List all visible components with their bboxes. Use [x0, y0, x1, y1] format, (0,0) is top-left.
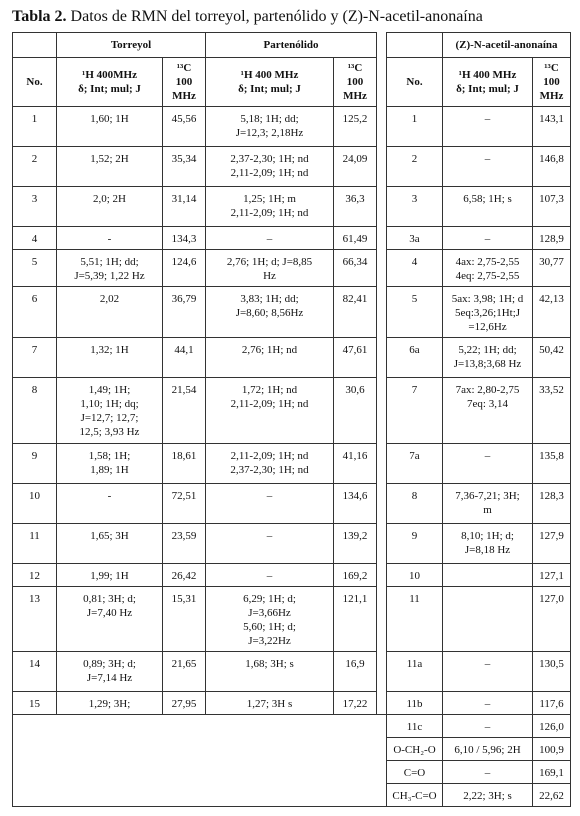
anonaina-no: 11c — [387, 715, 443, 738]
anonaina-1h — [443, 715, 533, 738]
torreyol-1h-line: 1,52; 2H — [90, 153, 129, 165]
header-gap — [377, 33, 387, 58]
partenolido-13c: 139,2 — [334, 524, 377, 564]
partenolido-1h-line: 3,83; 1H; dd; — [240, 293, 299, 305]
anonaina-13c: 117,6 — [533, 692, 571, 715]
header-line: δ; Int; mul; J — [238, 83, 301, 95]
column-gap — [377, 338, 387, 378]
torreyol-1h-line: J=7,14 Hz — [86, 672, 133, 684]
anonaina-1h-line: 6,10 / 5,96; 2H — [454, 744, 521, 756]
header-c-anonaina — [533, 58, 571, 107]
table-row — [13, 378, 571, 444]
torreyol-no: 13 — [13, 587, 57, 652]
torreyol-1h-line: J=12,7; 12,7; — [80, 412, 139, 424]
torreyol-1h-line: 1,29; 3H; — [88, 698, 131, 710]
partenolido-1h — [206, 250, 334, 287]
header-h-anonaina — [443, 58, 533, 107]
anonaina-13c: 42,13 — [533, 287, 571, 338]
partenolido-13c: 30,6 — [334, 378, 377, 444]
partenolido-1h-line: – — [266, 233, 273, 245]
anonaina-1h-line: 5,22; 1H; dd; — [458, 344, 517, 356]
table-row — [13, 250, 571, 287]
anonaina-1h-line: – — [484, 153, 491, 165]
anonaina-no: 3 — [387, 187, 443, 227]
table-row — [13, 187, 571, 227]
anonaina-13c: 128,3 — [533, 484, 571, 524]
torreyol-13c: 35,34 — [163, 147, 206, 187]
caption-label: Tabla 2. — [12, 8, 67, 25]
anonaina-1h — [443, 287, 533, 338]
table-row — [13, 227, 571, 250]
header-line: δ; Int; mul; J — [456, 83, 519, 95]
column-gap — [377, 287, 387, 338]
anonaina-1h — [443, 784, 533, 807]
torreyol-13c: 124,6 — [163, 250, 206, 287]
partenolido-1h — [206, 147, 334, 187]
header-line: 100 — [346, 76, 364, 88]
partenolido-1h-line: 1,68; 3H; s — [245, 658, 294, 670]
torreyol-1h-line: 1,60; 1H — [90, 113, 129, 125]
partenolido-1h — [206, 692, 334, 715]
partenolido-13c: 121,1 — [334, 587, 377, 652]
empty-left-block — [13, 715, 387, 807]
anonaina-no: 2 — [387, 147, 443, 187]
anonaina-1h — [443, 484, 533, 524]
torreyol-no: 5 — [13, 250, 57, 287]
torreyol-no: 15 — [13, 692, 57, 715]
header-blank-left — [13, 33, 57, 58]
partenolido-1h-line: 2,37-2,30; 1H; nd — [230, 153, 309, 165]
torreyol-1h — [57, 287, 163, 338]
torreyol-1h — [57, 524, 163, 564]
torreyol-13c: 45,56 — [163, 107, 206, 147]
header-line: MHz — [539, 90, 564, 102]
header-blank-right — [387, 33, 443, 58]
torreyol-13c: 21,54 — [163, 378, 206, 444]
anonaina-13c: 127,0 — [533, 587, 571, 652]
anonaina-1h-line: – — [484, 698, 491, 710]
header-torreyol: Torreyol — [57, 33, 206, 58]
column-gap — [377, 147, 387, 187]
torreyol-1h — [57, 338, 163, 378]
caption-text: Datos de RMN del torreyol, partenólido y (Z)-N-acetil-anonaína — [66, 8, 483, 25]
header-line: 100 — [175, 76, 193, 88]
partenolido-1h-line: J=3,66Hz — [248, 607, 291, 619]
partenolido-1h-line: 2,37-2,30; 1H; nd — [230, 464, 309, 476]
anonaina-1h-line: – — [484, 767, 491, 779]
anonaina-13c: 50,42 — [533, 338, 571, 378]
partenolido-1h — [206, 378, 334, 444]
torreyol-no: 14 — [13, 652, 57, 692]
table-row — [13, 587, 571, 652]
table-row — [13, 484, 571, 524]
partenolido-13c: 82,41 — [334, 287, 377, 338]
column-gap — [377, 564, 387, 587]
torreyol-1h-line: 0,89; 3H; d; — [83, 658, 136, 670]
anonaina-1h — [443, 444, 533, 484]
partenolido-13c: 16,9 — [334, 652, 377, 692]
partenolido-1h — [206, 524, 334, 564]
header-line: δ; Int; mul; J — [78, 83, 141, 95]
column-gap — [377, 524, 387, 564]
partenolido-1h — [206, 287, 334, 338]
torreyol-1h — [57, 378, 163, 444]
table-caption — [12, 8, 483, 26]
anonaina-no: C=O — [387, 761, 443, 784]
torreyol-no: 1 — [13, 107, 57, 147]
anonaina-1h-line: 2,22; 3H; s — [463, 790, 512, 802]
partenolido-1h — [206, 227, 334, 250]
torreyol-no: 3 — [13, 187, 57, 227]
header-line: MHz — [172, 90, 196, 102]
table-row — [13, 652, 571, 692]
partenolido-13c: 24,09 — [334, 147, 377, 187]
anonaina-1h-line: 8,10; 1H; d; — [461, 530, 514, 542]
partenolido-1h-line: 5,60; 1H; d; — [243, 621, 296, 633]
anonaina-1h-line: 6,58; 1H; s — [463, 193, 512, 205]
anonaina-1h — [443, 187, 533, 227]
anonaina-1h — [443, 338, 533, 378]
anonaina-1h-line: 7,36-7,21; 3H; — [455, 490, 520, 502]
torreyol-1h-line: 2,02 — [99, 293, 120, 305]
header-line: ¹H 400 MHz — [240, 69, 299, 81]
anonaina-1h-line: 4eq: 2,75-2,55 — [455, 270, 520, 282]
header-line: ¹³C — [544, 62, 559, 74]
header-line: ¹³C — [176, 62, 192, 74]
column-gap — [377, 692, 387, 715]
table-row — [13, 564, 571, 587]
header-line: MHz — [343, 90, 367, 102]
partenolido-1h — [206, 444, 334, 484]
torreyol-1h — [57, 250, 163, 287]
header-c-torreyol — [163, 58, 206, 107]
anonaina-13c: 33,52 — [533, 378, 571, 444]
partenolido-1h-line: Hz — [263, 270, 276, 282]
partenolido-1h-line: 2,76; 1H; d; J=8,85 — [226, 256, 313, 268]
header-line: 100 — [543, 76, 560, 88]
partenolido-13c: 61,49 — [334, 227, 377, 250]
anonaina-no: 11b — [387, 692, 443, 715]
anonaina-1h — [443, 652, 533, 692]
anonaina-1h-line: – — [484, 450, 491, 462]
torreyol-1h — [57, 187, 163, 227]
anonaina-no: 11 — [387, 587, 443, 652]
partenolido-1h-line: – — [266, 570, 273, 582]
table-row — [13, 444, 571, 484]
partenolido-1h-line: – — [266, 530, 273, 542]
torreyol-no: 12 — [13, 564, 57, 587]
partenolido-13c: 17,22 — [334, 692, 377, 715]
partenolido-13c: 47,61 — [334, 338, 377, 378]
torreyol-no: 2 — [13, 147, 57, 187]
anonaina-13c: 128,9 — [533, 227, 571, 250]
column-gap — [377, 227, 387, 250]
partenolido-1h — [206, 652, 334, 692]
header-no-right: No. — [387, 58, 443, 107]
table-row — [13, 524, 571, 564]
anonaina-1h-line: 7ax: 2,80-2,75 — [455, 384, 520, 396]
anonaina-no: 8 — [387, 484, 443, 524]
partenolido-13c: 41,16 — [334, 444, 377, 484]
anonaina-1h — [443, 738, 533, 761]
torreyol-1h-line: 1,10; 1H; dq; — [80, 398, 139, 410]
anonaina-1h — [443, 107, 533, 147]
partenolido-1h-line: 6,29; 1H; d; — [243, 593, 296, 605]
torreyol-no: 11 — [13, 524, 57, 564]
anonaina-1h — [443, 587, 533, 652]
torreyol-13c: 134,3 — [163, 227, 206, 250]
torreyol-13c: 18,61 — [163, 444, 206, 484]
torreyol-13c: 31,14 — [163, 187, 206, 227]
partenolido-1h-line: 1,27; 3H s — [246, 698, 293, 710]
torreyol-1h — [57, 692, 163, 715]
column-gap — [377, 378, 387, 444]
partenolido-13c: 36,3 — [334, 187, 377, 227]
header-anonaina: (Z)-N-acetil-anonaína — [443, 33, 571, 58]
partenolido-13c: 125,2 — [334, 107, 377, 147]
anonaina-13c: 169,1 — [533, 761, 571, 784]
column-gap — [377, 187, 387, 227]
torreyol-13c: 27,95 — [163, 692, 206, 715]
anonaina-1h — [443, 227, 533, 250]
anonaina-no: 4 — [387, 250, 443, 287]
anonaina-1h — [443, 378, 533, 444]
anonaina-no: 10 — [387, 564, 443, 587]
anonaina-no: 9 — [387, 524, 443, 564]
header-line: ¹³C — [347, 62, 363, 74]
torreyol-no: 6 — [13, 287, 57, 338]
column-gap — [377, 107, 387, 147]
anonaina-no: 7a — [387, 444, 443, 484]
anonaina-no: 5 — [387, 287, 443, 338]
torreyol-13c: 23,59 — [163, 524, 206, 564]
partenolido-1h — [206, 107, 334, 147]
anonaina-13c: 130,5 — [533, 652, 571, 692]
torreyol-1h — [57, 652, 163, 692]
anonaina-13c: 127,1 — [533, 564, 571, 587]
anonaina-13c: 107,3 — [533, 187, 571, 227]
torreyol-1h-line: 12,5; 3,93 Hz — [79, 426, 140, 438]
header-subrow — [13, 58, 571, 107]
anonaina-13c: 126,0 — [533, 715, 571, 738]
torreyol-1h-line: 1,32; 1H — [90, 344, 129, 356]
torreyol-13c: 21,65 — [163, 652, 206, 692]
column-gap — [377, 250, 387, 287]
partenolido-1h-line: 2,11-2,09; 1H; nd — [230, 398, 309, 410]
anonaina-1h-line: – — [484, 721, 491, 733]
anonaina-1h — [443, 524, 533, 564]
torreyol-no: 7 — [13, 338, 57, 378]
torreyol-no: 8 — [13, 378, 57, 444]
torreyol-13c: 26,42 — [163, 564, 206, 587]
torreyol-1h-line: 2,0; 2H — [93, 193, 126, 205]
header-h-torreyol — [57, 58, 163, 107]
anonaina-1h-line: J=8,18 Hz — [464, 544, 511, 556]
anonaina-1h — [443, 564, 533, 587]
torreyol-1h-line: J=7,40 Hz — [86, 607, 133, 619]
anonaina-1h — [443, 147, 533, 187]
partenolido-1h-line: – — [266, 490, 273, 502]
anonaina-13c: 146,8 — [533, 147, 571, 187]
torreyol-13c: 72,51 — [163, 484, 206, 524]
partenolido-1h-line: 1,72; 1H; nd — [241, 384, 298, 396]
torreyol-1h-line: 5,51; 1H; dd; — [80, 256, 139, 268]
partenolido-1h-line: J=12,3; 2,18Hz — [235, 127, 304, 139]
partenolido-13c: 134,6 — [334, 484, 377, 524]
anonaina-1h-line: – — [484, 233, 491, 245]
torreyol-1h-line: 1,99; 1H — [90, 570, 129, 582]
column-gap — [377, 652, 387, 692]
partenolido-1h-line: 2,11-2,09; 1H; nd — [230, 167, 309, 179]
header-partenolido: Partenólido — [206, 33, 377, 58]
torreyol-1h — [57, 147, 163, 187]
torreyol-no: 9 — [13, 444, 57, 484]
torreyol-1h-line: - — [107, 233, 112, 245]
anonaina-1h-line: m — [483, 504, 492, 516]
torreyol-1h — [57, 587, 163, 652]
anonaina-1h-line: – — [484, 658, 491, 670]
torreyol-13c: 44,1 — [163, 338, 206, 378]
header-c-partenolido — [334, 58, 377, 107]
nmr-data-table — [12, 32, 571, 807]
partenolido-13c: 66,34 — [334, 250, 377, 287]
column-gap — [377, 444, 387, 484]
torreyol-1h-line: 1,49; 1H; — [88, 384, 131, 396]
anonaina-1h-line: 4ax: 2,75-2,55 — [455, 256, 520, 268]
anonaina-1h-line: 5ax: 3,98; 1H; d — [451, 293, 524, 305]
anonaina-no: O-CH₂-O — [387, 738, 443, 761]
anonaina-1h-line: – — [484, 113, 491, 125]
torreyol-1h-line: - — [107, 490, 112, 502]
anonaina-no: CH₃-C=O — [387, 784, 443, 807]
torreyol-1h-line: 1,65; 3H — [90, 530, 129, 542]
table-row — [13, 147, 571, 187]
table-row — [13, 692, 571, 715]
torreyol-no: 10 — [13, 484, 57, 524]
partenolido-1h-line: 5,18; 1H; dd; — [240, 113, 299, 125]
torreyol-1h — [57, 444, 163, 484]
torreyol-1h-line: 0,81; 3H; d; — [83, 593, 136, 605]
table-row — [13, 338, 571, 378]
header-h-partenolido — [206, 58, 334, 107]
torreyol-1h-line: 1,58; 1H; — [88, 450, 131, 462]
torreyol-1h — [57, 564, 163, 587]
partenolido-1h-line: 2,11-2,09; 1H; nd — [230, 207, 309, 219]
torreyol-1h-line: 1,89; 1H — [90, 464, 129, 476]
anonaina-no: 11a — [387, 652, 443, 692]
column-gap — [377, 484, 387, 524]
table-row — [13, 107, 571, 147]
torreyol-13c: 15,31 — [163, 587, 206, 652]
anonaina-1h — [443, 761, 533, 784]
torreyol-1h-line: J=5,39; 1,22 Hz — [74, 270, 145, 282]
partenolido-1h-line: 2,76; 1H; nd — [241, 344, 298, 356]
torreyol-no: 4 — [13, 227, 57, 250]
partenolido-1h-line: 1,25; 1H; m — [243, 193, 296, 205]
column-gap — [377, 587, 387, 652]
anonaina-1h-line: =12,6Hz — [468, 321, 507, 333]
partenolido-1h-line: J=8,60; 8,56Hz — [235, 307, 304, 319]
anonaina-13c: 30,77 — [533, 250, 571, 287]
anonaina-no: 3a — [387, 227, 443, 250]
anonaina-no: 6a — [387, 338, 443, 378]
table-row — [13, 715, 571, 738]
torreyol-13c: 36,79 — [163, 287, 206, 338]
header-gap — [377, 58, 387, 107]
anonaina-1h — [443, 250, 533, 287]
anonaina-no: 7 — [387, 378, 443, 444]
partenolido-1h — [206, 587, 334, 652]
torreyol-1h — [57, 484, 163, 524]
anonaina-13c: 135,8 — [533, 444, 571, 484]
torreyol-1h — [57, 107, 163, 147]
partenolido-1h — [206, 338, 334, 378]
anonaina-1h-line: 5eq:3,26;1Ht;J — [454, 307, 521, 319]
anonaina-1h-line: J=13,8;3,68 Hz — [453, 358, 522, 370]
anonaina-13c: 143,1 — [533, 107, 571, 147]
anonaina-1h-line: 7eq: 3,14 — [467, 398, 508, 410]
partenolido-1h — [206, 484, 334, 524]
torreyol-1h — [57, 227, 163, 250]
anonaina-13c: 127,9 — [533, 524, 571, 564]
anonaina-13c: 100,9 — [533, 738, 571, 761]
partenolido-1h — [206, 564, 334, 587]
anonaina-13c: 22,62 — [533, 784, 571, 807]
anonaina-no: 1 — [387, 107, 443, 147]
anonaina-1h — [443, 692, 533, 715]
partenolido-13c: 169,2 — [334, 564, 377, 587]
partenolido-1h-line: J=3,22Hz — [248, 635, 291, 647]
table-body — [13, 107, 571, 807]
partenolido-1h — [206, 187, 334, 227]
table-row — [13, 287, 571, 338]
header-no-left: No. — [13, 58, 57, 107]
partenolido-1h-line: 2,11-2,09; 1H; nd — [230, 450, 309, 462]
header-line: ¹H 400MHz — [82, 69, 137, 81]
header-line: ¹H 400 MHz — [458, 69, 517, 81]
